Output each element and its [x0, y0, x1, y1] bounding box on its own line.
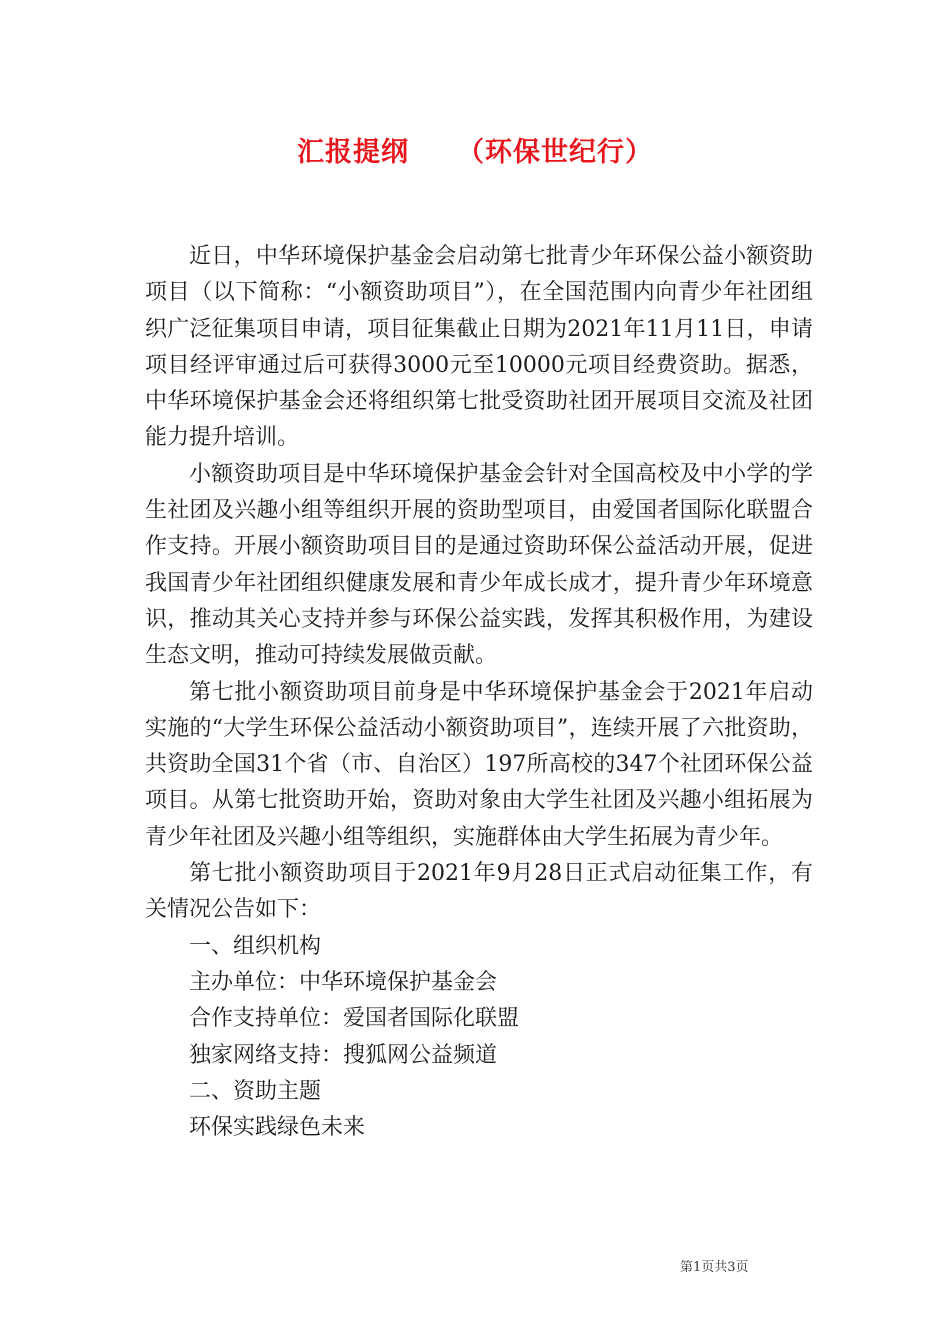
- line-network-support: 独家网络支持：搜狐网公益频道: [189, 1042, 498, 1068]
- document-body: [145, 239, 813, 1146]
- title-sub: （环保世纪行）: [457, 137, 653, 168]
- section-heading-theme: 二、资助主题: [189, 1078, 322, 1104]
- paragraph-project-history: 第七批小额资助项目前身是中华环境保护基金会于2021年启动实施的“大学生环保公益活动小额资助项目”，连续开展了六批资助，共资助全国31个省（市、自治区）197所高校的347个社团环保公益项目。从第七批资助开始，资助对象由大学生社团及兴趣小组拓展为青少年社团及兴趣小组等组织，实施群体由大学生拓展为青少年。: [145, 679, 813, 850]
- line-support-unit: 合作支持单位：爱国者国际化联盟: [189, 1006, 520, 1032]
- title-main: 汇报提纲: [297, 137, 409, 168]
- paragraph-intro: 近日，中华环境保护基金会启动第七批青少年环保公益小额资助项目（以下简称：“小额资助项目”），在全国范围内向青少年社团组织广泛征集项目申请，项目征集截止日期为2021年11月11日，申请项目经评审通过后可获得3000元至10000元项目经费资助。据悉，中华环境保护基金会还将组织第七批受资助社团开展项目交流及社团能力提升培训。: [145, 244, 813, 451]
- section-heading-organization: 一、组织机构: [189, 933, 322, 959]
- line-theme: 环保实践绿色未来: [189, 1115, 366, 1141]
- page-number: 第1页共3页: [680, 1260, 749, 1275]
- paragraph-announcement: 第七批小额资助项目于2021年9月28日正式启动征集工作，有关情况公告如下：: [145, 861, 813, 923]
- paragraph-project-description: 小额资助项目是中华环境保护基金会针对全国高校及中小学的学生社团及兴趣小组等组织开展的资助型项目，由爱国者国际化联盟合作支持。开展小额资助项目目的是通过资助环保公益活动开展，促进我国青少年社团组织健康发展和青少年成长成才，提升青少年环境意识，推动其关心支持并参与环保公益实践，发挥其积极作用，为建设生态文明，推动可持续发展做贡献。: [145, 461, 813, 669]
- document-title: [0, 130, 950, 169]
- line-host-unit: 主办单位：中华环境保护基金会: [189, 969, 498, 995]
